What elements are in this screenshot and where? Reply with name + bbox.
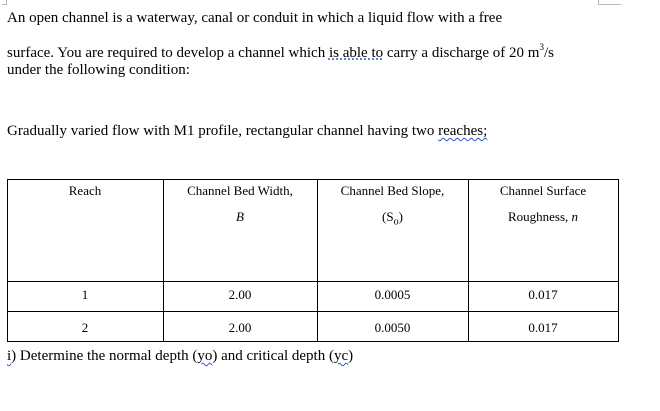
header-bed-slope-symbol: $(S_o)$ <box>382 209 403 228</box>
margin-corner-mark-left <box>2 0 7 5</box>
intro-text-2c: carry a discharge of 20 m <box>383 45 540 61</box>
intro-text-3: under the following condition: <box>7 62 190 78</box>
header-bed-slope: Channel Bed Slope, <box>340 183 445 198</box>
row-1-bed-width: 2.00 <box>228 287 252 302</box>
header-reach: Reach <box>68 183 102 198</box>
intro-text-2a: surface. You are required to develop a channel which <box>7 45 329 61</box>
table-row-divider <box>7 311 619 312</box>
intro-line-3 <box>7 62 190 79</box>
unit-superscript: 3 <box>539 42 544 52</box>
channel-parameters-table <box>7 179 619 342</box>
table-row-divider <box>7 281 619 282</box>
row-2-bed-width: 2.00 <box>228 320 252 335</box>
row-2-bed-slope: 0.0050 <box>374 320 411 335</box>
header-bed-width: Channel Bed Width, <box>187 183 293 198</box>
table-border-left <box>7 179 8 342</box>
table-column-divider <box>163 179 164 342</box>
table-border-bottom <box>7 341 619 342</box>
question-text-b: ) and critical depth ( <box>212 348 334 364</box>
row-2-roughness: 0.017 <box>528 320 558 335</box>
condition-line <box>7 123 487 140</box>
row-2-reach: 2 <box>81 320 89 335</box>
margin-corner-mark-right <box>598 0 621 5</box>
table-border-right <box>618 179 619 342</box>
condition-text: Gradually varied flow with M1 profile, rectangular channel having two <box>7 123 439 139</box>
header-roughness-symbol: Roughness, n <box>507 209 579 224</box>
spelling-flagged-yo[interactable]: yo <box>197 348 213 364</box>
question-line <box>7 348 353 365</box>
spelling-flagged-word[interactable]: reaches; <box>438 123 488 139</box>
row-1-bed-slope: 0.0005 <box>374 287 411 302</box>
spelling-flagged-yc[interactable]: yc <box>333 348 349 364</box>
table-column-divider <box>317 179 318 342</box>
question-text-c: ) <box>348 348 354 364</box>
grammar-flagged-phrase[interactable]: is able to <box>328 45 384 61</box>
intro-text-1: An open channel is a waterway, canal or conduit in which a liquid flow with a free <box>7 10 503 26</box>
header-surface-roughness: Channel Surface <box>499 183 587 198</box>
question-numeral[interactable]: i <box>7 348 12 364</box>
intro-text-2d: /s <box>543 45 554 61</box>
header-bed-width-symbol: B <box>236 209 244 224</box>
row-1-roughness: 0.017 <box>528 287 558 302</box>
table-border-top <box>7 179 619 180</box>
table-column-divider <box>468 179 469 342</box>
row-1-reach: 1 <box>81 287 89 302</box>
question-text-a: ) Determine the normal depth ( <box>11 348 198 364</box>
intro-line-2 <box>7 42 554 62</box>
intro-line-1 <box>7 10 502 27</box>
